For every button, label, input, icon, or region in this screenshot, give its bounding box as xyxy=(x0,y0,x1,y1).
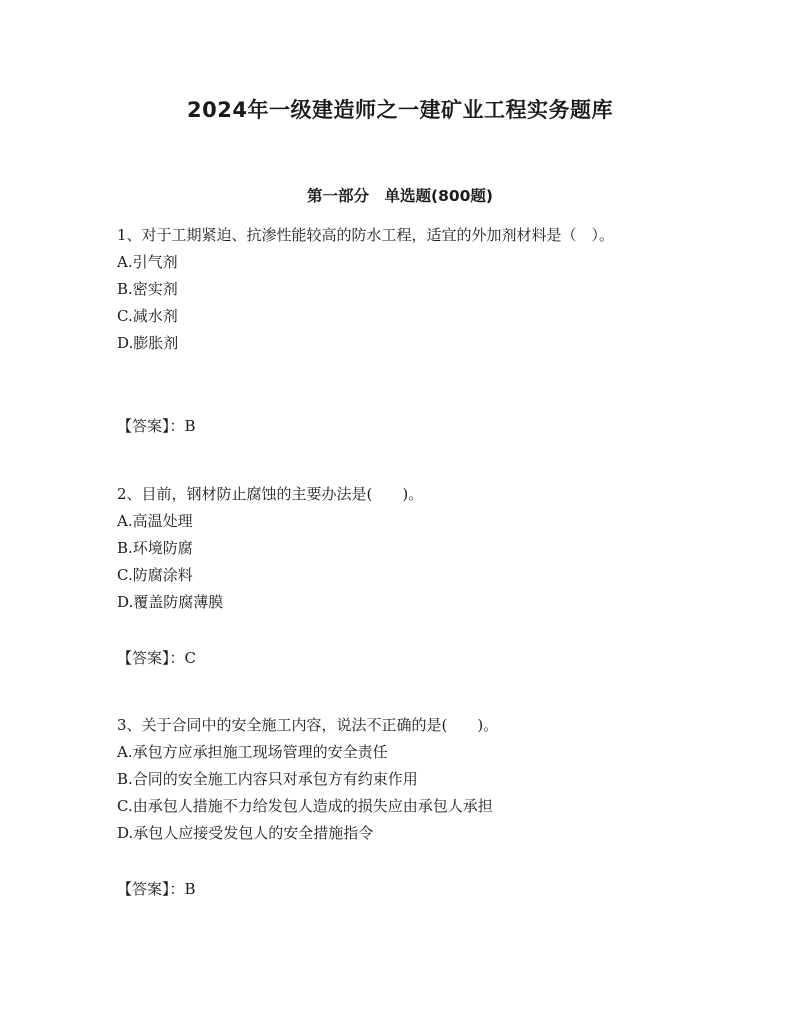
option-a: A.高温处理 xyxy=(117,512,193,530)
answer-3 xyxy=(117,876,196,903)
answer-label: 【答案】： xyxy=(117,880,185,898)
question-stem: 3、关于合同中的安全施工内容，说法不正确的是( )。 xyxy=(117,716,499,734)
section-title: 第一部分 单选题(800题) xyxy=(306,187,494,205)
option-d: D.膨胀剂 xyxy=(117,334,179,352)
question-stem: 2、目前，钢材防止腐蚀的主要办法是( )。 xyxy=(117,485,424,503)
answer-value: C xyxy=(184,649,196,667)
answer-1 xyxy=(117,413,196,440)
answer-2 xyxy=(117,645,196,672)
question-2 xyxy=(117,481,687,616)
option-b: B.密实剂 xyxy=(117,280,178,298)
option-d: D.覆盖防腐薄膜 xyxy=(117,593,224,611)
question-stem: 1、对于工期紧迫、抗渗性能较高的防水工程，适宜的外加剂材料是（ ）。 xyxy=(117,226,615,244)
option-a: A.引气剂 xyxy=(117,253,178,271)
question-1 xyxy=(117,222,687,357)
answer-label: 【答案】： xyxy=(117,417,185,435)
answer-label: 【答案】： xyxy=(117,649,185,667)
option-c: C.由承包人措施不力给发包人造成的损失应由承包人承担 xyxy=(117,797,493,815)
option-c: C.防腐涂料 xyxy=(117,566,193,584)
option-a: A.承包方应承担施工现场管理的安全责任 xyxy=(117,743,388,761)
answer-value: B xyxy=(184,880,196,898)
option-c: C.减水剂 xyxy=(117,307,178,325)
option-b: B.环境防腐 xyxy=(117,539,193,557)
document-title: 2024年一级建造师之一建矿业工程实务题库 xyxy=(187,98,613,122)
answer-value: B xyxy=(184,417,196,435)
question-3 xyxy=(117,712,687,847)
option-d: D.承包人应接受发包人的安全措施指令 xyxy=(117,824,374,842)
option-b: B.合同的安全施工内容只对承包方有约束作用 xyxy=(117,770,418,788)
